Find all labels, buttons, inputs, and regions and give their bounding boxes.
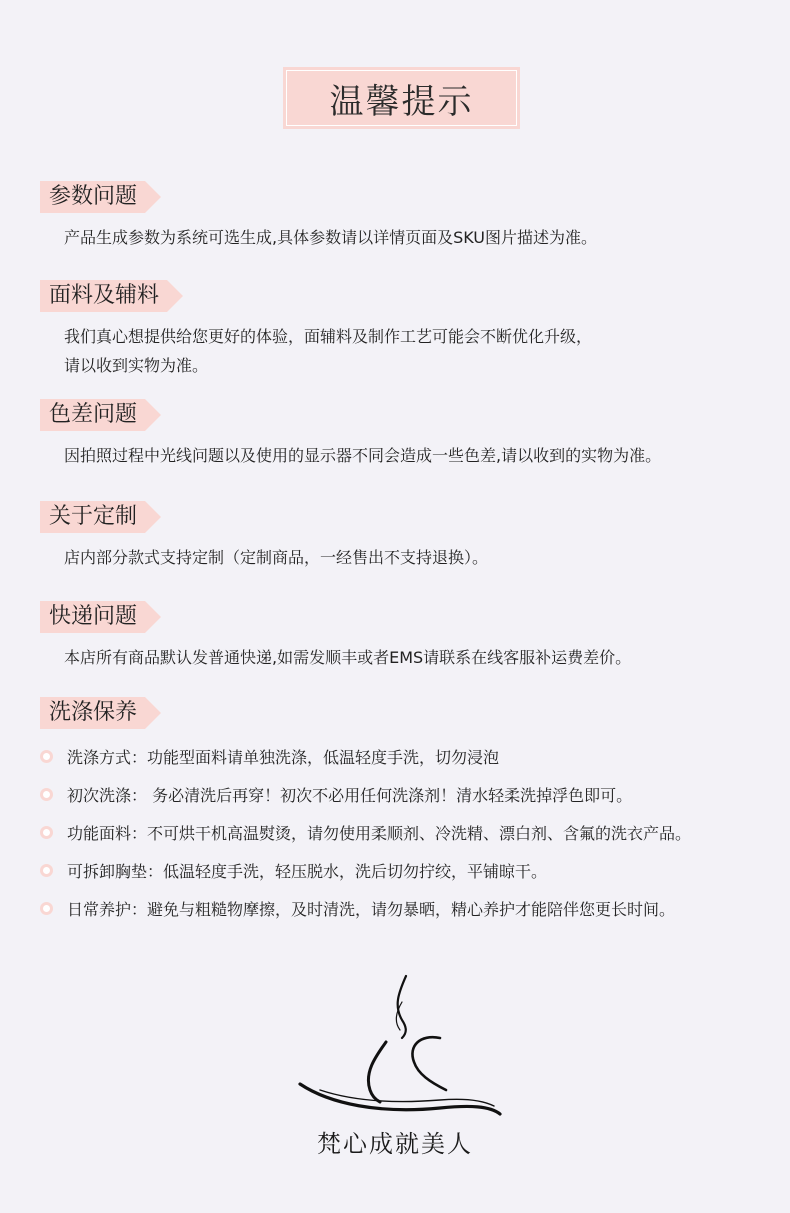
section-shipping [40,601,770,672]
title-banner [283,67,520,129]
body-line: 因拍照过程中光线问题以及使用的显示器不同会造成一些色差,请以收到的实物为准。 [64,446,662,465]
care-item [40,851,780,889]
section-body [64,441,770,470]
body-line: 请以收到实物为准。 [64,356,209,375]
body-line: 产品生成参数为系统可选生成,具体参数请以详情页面及SKU图片描述为准。 [64,228,598,247]
care-item [40,775,780,813]
section-customization [40,501,770,572]
circle-bullet-icon [40,902,53,915]
section-fabric [40,280,770,380]
section-heading: 参数问题 [40,181,145,213]
yoga-figure-logo [290,972,510,1122]
section-parameters [40,181,770,252]
section-body [64,322,770,380]
section-body [64,543,770,572]
section-heading: 洗涤保养 [40,697,145,729]
section-color-difference [40,399,770,470]
section-heading: 面料及辅料 [40,280,167,312]
circle-bullet-icon [40,826,53,839]
body-line: 店内部分款式支持定制（定制商品，一经售出不支持退换）。 [64,548,489,567]
care-item [40,737,780,775]
section-heading: 色差问题 [40,399,145,431]
circle-bullet-icon [40,750,53,763]
care-list [40,737,780,927]
page-title: 温馨提示 [286,70,517,126]
body-line: 本店所有商品默认发普通快递,如需发顺丰或者EMS请联系在线客服补运费差价。 [64,648,632,667]
care-item-text: 功能面料：不可烘干机高温熨烫，请勿使用柔顺剂、冷洗精、漂白剂、含氟的洗衣产品。 [67,823,692,843]
care-item-text: 日常养护：避免与粗糙物摩擦，及时清洗，请勿暴晒，精心养护才能陪伴您更长时间。 [67,899,676,919]
section-body [64,643,770,672]
body-line: 我们真心想提供给您更好的体验，面辅料及制作工艺可能会不断优化升级， [64,327,593,346]
section-body [64,223,770,252]
care-item [40,813,780,851]
section-heading: 快递问题 [40,601,145,633]
care-item-text: 可拆卸胸垫：低温轻度手洗，轻压脱水，洗后切勿拧绞，平铺晾干。 [67,861,548,881]
care-item-text: 洗涤方式：功能型面料请单独洗涤，低温轻度手洗，切勿浸泡 [67,747,500,767]
care-item [40,889,780,927]
circle-bullet-icon [40,788,53,801]
section-heading: 关于定制 [40,501,145,533]
brand-name: 梵心成就美人 [317,1130,473,1158]
care-item-text: 初次洗涤： 务必清洗后再穿！初次不必用任何洗涤剂！清水轻柔洗掉浮色即可。 [67,785,633,805]
section-washing-care [40,697,770,729]
circle-bullet-icon [40,864,53,877]
